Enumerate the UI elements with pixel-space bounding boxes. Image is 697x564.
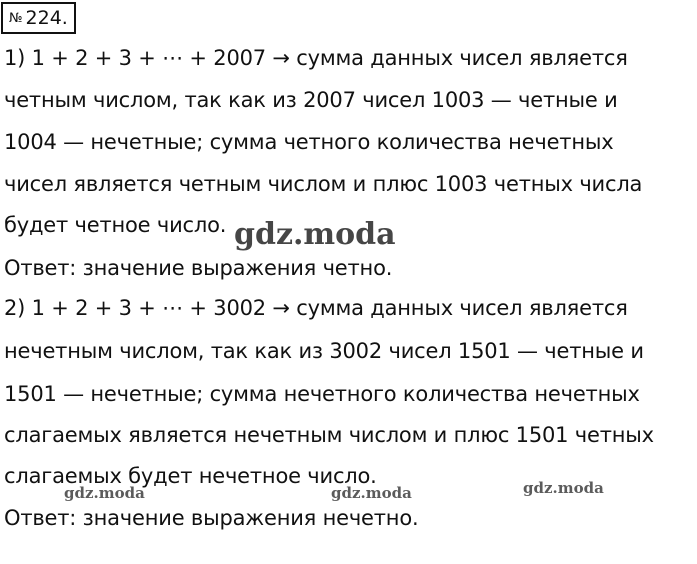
solution-line-4: чисел является четным числом и плюс 1003 четных числа — [4, 172, 643, 196]
answer-line-1: Ответ: значение выражения четно. — [4, 256, 393, 280]
problem-number: 224. — [25, 6, 68, 29]
watermark-bottom-left: gdz.moda — [64, 484, 145, 502]
solution-line-8: 1501 — нечетные; сумма нечетного количества нечетных — [4, 382, 640, 406]
solution-line-3: 1004 — нечетные; сумма четного количества нечетных — [4, 130, 614, 154]
solution-line-6: 2) 1 + 2 + 3 + ⋯ + 3002 → сумма данных чисел является — [4, 296, 628, 320]
solution-line-1: 1) 1 + 2 + 3 + ⋯ + 2007 → сумма данных чисел является — [4, 46, 628, 70]
watermark-bottom-right: gdz.moda — [523, 479, 604, 497]
answer-line-2: Ответ: значение выражения нечетно. — [4, 506, 419, 530]
watermark-bottom-center: gdz.moda — [331, 484, 412, 502]
solution-line-9: слагаемых является нечетным числом и плюс 1501 четных — [4, 423, 654, 447]
solution-line-10: слагаемых будет нечетное число. — [4, 464, 377, 488]
solution-line-7: нечетным числом, так как из 3002 чисел 1501 — четные и — [4, 339, 644, 363]
problem-number-badge — [1, 2, 76, 34]
number-sign: № — [9, 10, 23, 26]
watermark-main: gdz.moda — [234, 217, 396, 252]
solution-line-2: четным числом, так как из 2007 чисел 1003 — четные и — [4, 88, 618, 112]
solution-line-5: будет четное число. — [4, 213, 227, 237]
